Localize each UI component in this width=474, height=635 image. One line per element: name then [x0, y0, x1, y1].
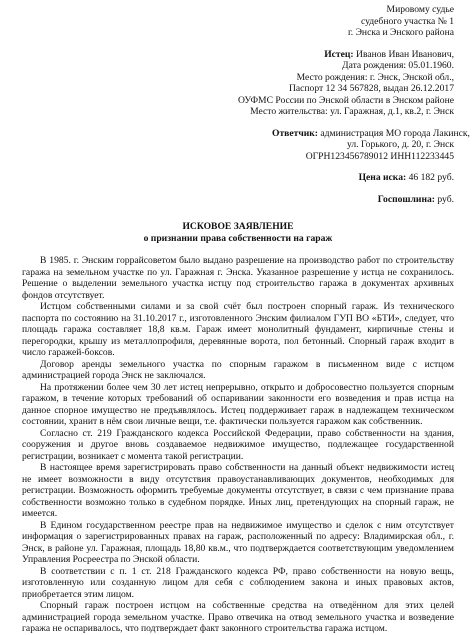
court-line-2: судебного участка № 1: [360, 15, 454, 27]
paragraph: Договор аренды земельного участка по спорным гаражом в письменном виде с истцом администрацией города Энск не заключался.: [22, 358, 454, 381]
defendant-name: администрация МО города Лакинск,: [320, 127, 470, 139]
state-fee-value: руб.: [437, 193, 454, 205]
court-line-3: г. Энска и Энского района: [347, 27, 454, 38]
defendant-address: ул. Горького, д. 20, г. Энск: [347, 139, 454, 150]
plaintiff-name: Иванов Иван Иванович,: [356, 48, 454, 60]
plaintiff-label: Истец:: [324, 48, 354, 60]
plaintiff-birth-place: Место рождения: г. Энск, Энской обл.,: [296, 71, 454, 83]
state-fee-label: Госпошлина:: [377, 193, 435, 205]
claim-price: [22, 172, 454, 184]
document-title: [22, 221, 454, 245]
claim-price-label: Цена иска:: [358, 172, 407, 183]
plaintiff-birth-date: Дата рождения: 05.01.1960.: [342, 60, 454, 71]
plaintiff-passport: Паспорт 12 34 567828, выдан 26.12.2017: [288, 83, 454, 94]
paragraph: Спорный гараж построен истцом на собственные средства на отведённом для этих целей администрацией города земельном участке. Право отвечика на отвод земельного участка и возведение гаража не оспаривалось, что подтверждает факт законного строительства гаража истцом.: [22, 600, 454, 634]
paragraph: В соответствии с п. 1 ст. 218 Гражданского кодекса РФ, право собственности на новую вещь, изготовленную или созданную лицом для себя с соблюдением закона и иных правовых актов, приобретается этим лицом.: [22, 565, 454, 600]
defendant-label: Ответчик:: [272, 127, 318, 139]
plaintiff-residence: Место жительства: ул. Гаражная, д.1, кв.2, г. Энск: [250, 106, 454, 117]
plaintiff-block: [272, 49, 454, 95]
paragraph: В 1985. г. Энским горрайсоветом было выдано разрешение на производство работ по строительству гаража на земельном участке по ул. Гаражная г. Энска. Указанное разрешение у истца не сохранилось. Решение о выделении земельного участка истцу под строительство гаража в документах архивных фондов отсутствует.: [22, 255, 454, 301]
court-line-1: Мировому судье: [386, 4, 454, 15]
title-line-1: ИСКОВОЕ ЗАЯВЛЕНИЕ: [182, 221, 294, 232]
paragraph: В Едином государственном реестре прав на недвижимое имущество и сделок с ним отсутствует информация о зарегистрированных правах на гараж, расположенный по адресу: Владимирская обл., г. Энск, в районе ул. Гаражная, площадь 18,80 кв.м., что подтверждается соответствующим уведомлением Управления Росреестра по Энской области.: [22, 519, 454, 565]
claim-price-value: 46 182 руб.: [408, 172, 454, 183]
paragraph: В настоящее время зарегистрировать право собственности на данный объект недвижимости истец не имеет возможности в виду отсутствия правоустанавливающих документов, необходимых для регистрации. Возможность оформить требуемые документы отсутствует, в связи с чем признание права собственности возможно только в судебном порядке. Иных лиц, претендующих на спорный гараж, не имеется.: [22, 462, 454, 519]
paragraph: Истцом собственными силами и за свой счёт был построен спорный гараж. Из технического паспорта по состоянию на 31.10.2017 г., изготовленного Энским филиалом ГУП ВО «БТИ», следует, что площадь гаража составляет 18,8 кв.м. Гараж имеет монолитный фундамент, кирпичные стены и перегородки, крышу из металлопрофиля, деревянные ворота, пол бетонный. Спорный гараж входит в число гаражей-боксов.: [22, 301, 454, 358]
title-line-2: о признании права собственности на гараж: [143, 233, 333, 244]
document-body: [22, 255, 454, 635]
court-header: [22, 4, 454, 39]
defendant-block: [272, 127, 470, 163]
state-fee: [22, 194, 454, 206]
defendant-ids: ОГРН123456789012 ИНН112233445: [305, 150, 454, 162]
plaintiff-passport-issuer: ОУФМС России по Энской области в Энском районе: [237, 94, 454, 106]
paragraph: Согласно ст. 219 Гражданского кодекса Российской Федерации, право собственности на здания, сооружения и другое вновь создаваемое недвижимое имущество, подлежащее государственной регистрации, возникает с момента такой регистрации.: [22, 427, 454, 462]
paragraph: На протяжении более чем 30 лет истец непрерывно, открыто и добросовестно пользуется спорным гаражом, в течение которых требований об оспаривании законности его возведения и прав истца на данное спорное имущество не предъявлялось. Истец поддерживает гараж в надлежащем техническом состоянии, хранит в нём свои личные вещи, т.е. фактически пользуется гаражом как собственник.: [22, 381, 454, 427]
